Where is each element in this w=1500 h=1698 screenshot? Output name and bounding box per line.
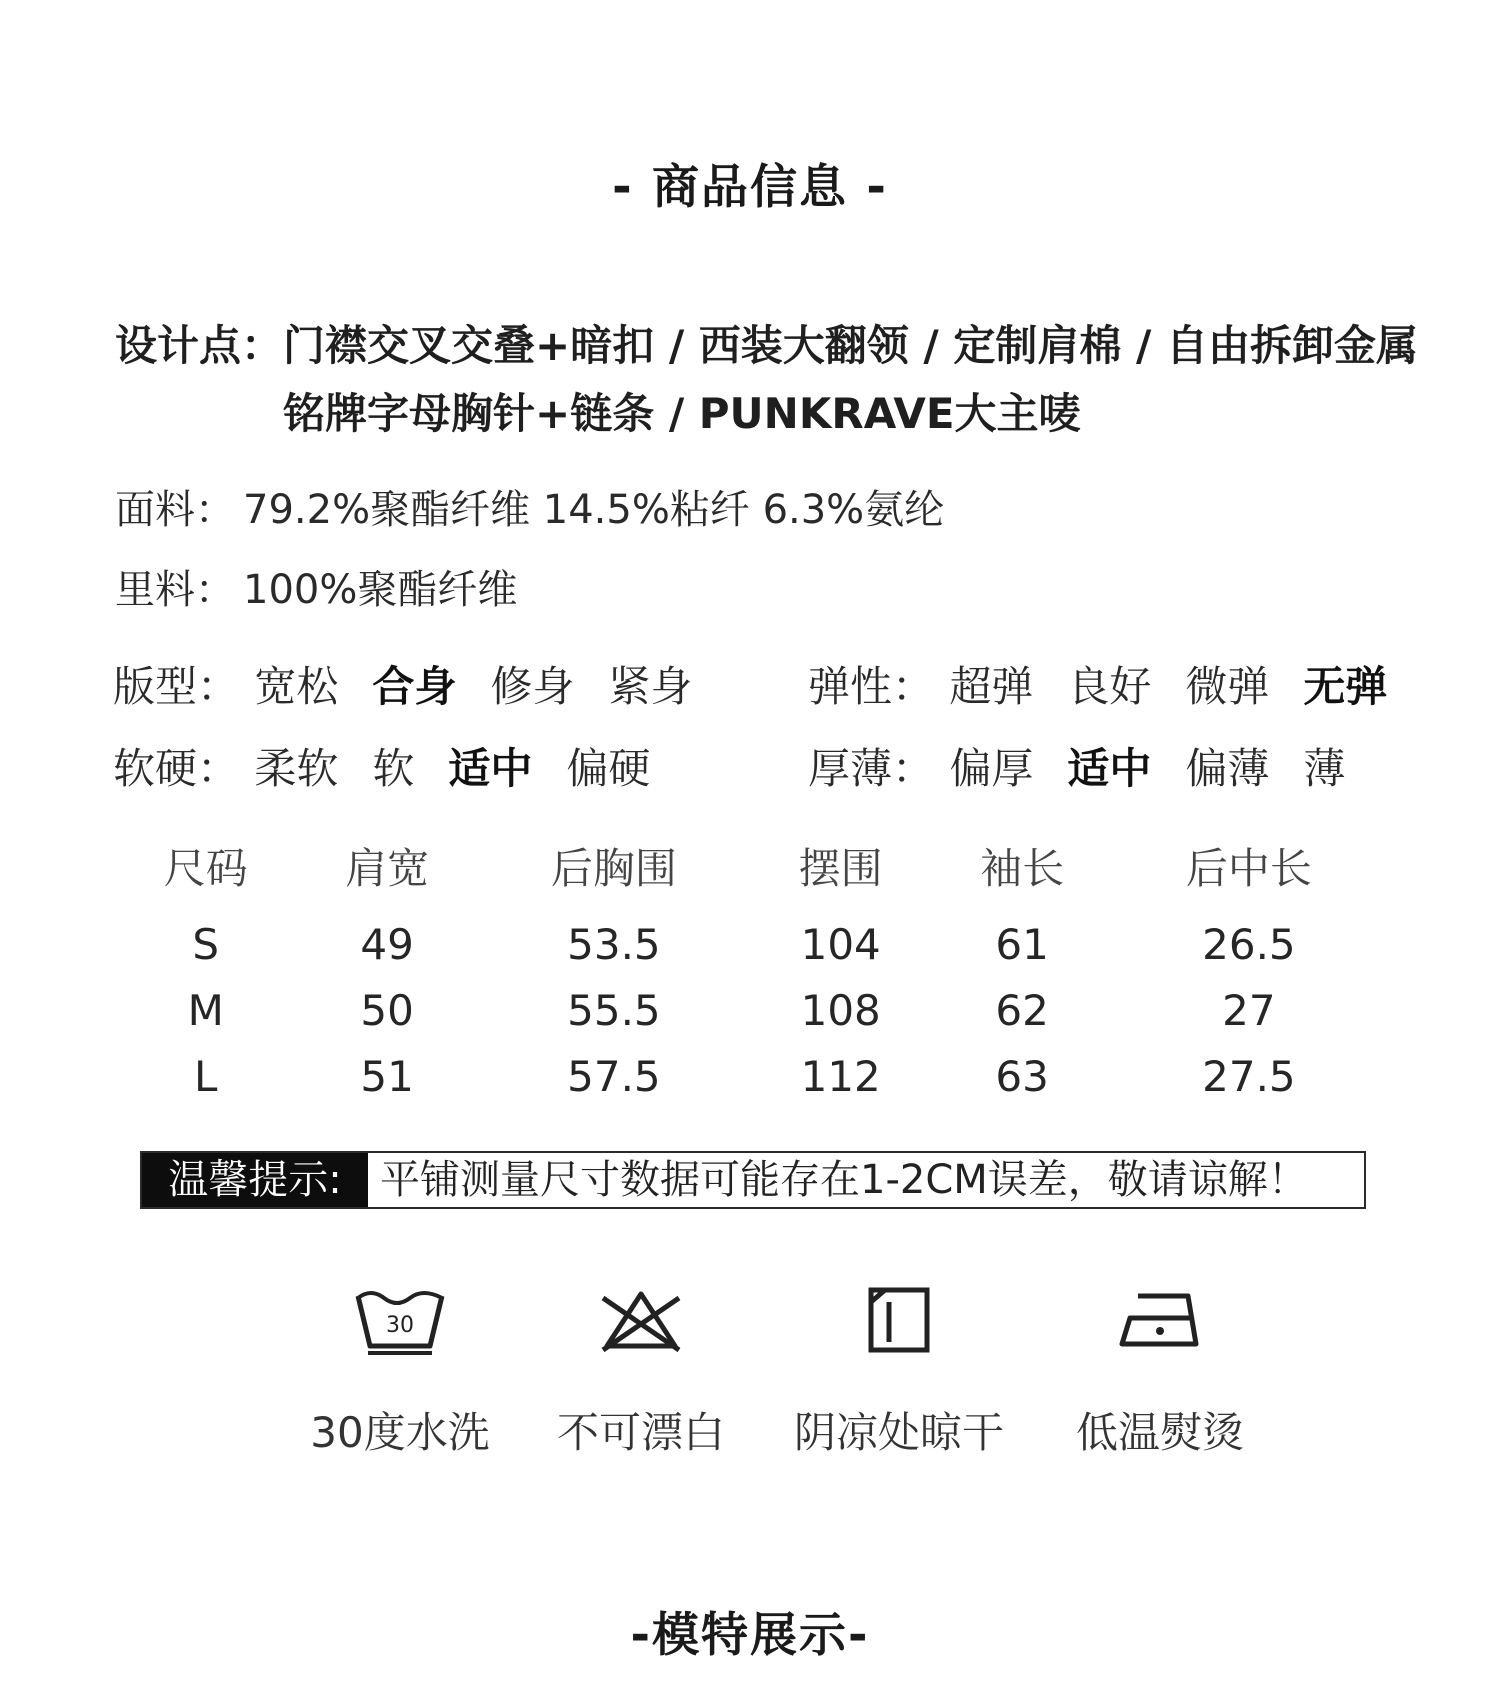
- table-cell: 63: [995, 1051, 1049, 1101]
- thickness-option: 偏薄: [1185, 744, 1270, 793]
- design-label: 设计点：: [115, 321, 284, 370]
- stretch-option: 微弹: [1185, 662, 1270, 711]
- table-row: [115, 1043, 1385, 1109]
- stretch-option: 超弹: [949, 662, 1034, 711]
- warm-tip-label: 温馨提示:: [142, 1153, 368, 1207]
- fabric-value: 79.2%聚酯纤维 14.5%粘纤 6.3%氨纶: [243, 487, 945, 533]
- fabric-row: [115, 478, 944, 535]
- design-points: [115, 312, 1418, 448]
- header-shoulder: 肩宽: [345, 844, 430, 893]
- care-dry-label: 阴凉处晾干: [793, 1408, 1004, 1457]
- header-hem: 摆围: [798, 844, 883, 893]
- table-row: [115, 911, 1385, 977]
- stretch-option-selected: 无弹: [1303, 662, 1388, 711]
- design-line-1: 门襟交叉交叠+暗扣 / 西装大翻领 / 定制肩棉 / 自由拆卸金属: [283, 321, 1418, 370]
- table-cell: 55.5: [567, 985, 661, 1035]
- care-dry: [769, 1280, 1029, 1460]
- shade-dry-icon: [849, 1280, 949, 1360]
- no-bleach-icon: [591, 1280, 691, 1360]
- fit-option: 紧身: [608, 662, 693, 711]
- softness-option: 软: [372, 744, 415, 793]
- warm-tip-text: 平铺测量尺寸数据可能存在1-2CM误差，敬请谅解！: [380, 1157, 1308, 1203]
- header-sleeve: 袖长: [980, 844, 1065, 893]
- svg-text:30: 30: [386, 1313, 414, 1338]
- table-cell: 27: [1222, 985, 1276, 1035]
- table-cell: 108: [800, 985, 881, 1035]
- low-iron-icon: [1110, 1280, 1210, 1360]
- table-cell: 53.5: [567, 919, 661, 969]
- table-cell: L: [194, 1051, 218, 1101]
- softness-attribute: [113, 736, 684, 796]
- table-cell: 112: [800, 1051, 881, 1101]
- care-iron-label: 低温熨烫: [1075, 1408, 1244, 1457]
- table-cell: 26.5: [1202, 919, 1296, 969]
- wash-30-icon: [350, 1280, 450, 1360]
- table-cell: 49: [360, 919, 414, 969]
- table-cell: 62: [995, 985, 1049, 1035]
- thickness-option: 偏厚: [949, 744, 1034, 793]
- lining-value: 100%聚酯纤维: [243, 567, 518, 613]
- table-cell: 57.5: [567, 1051, 661, 1101]
- care-iron: [1030, 1280, 1290, 1460]
- stretch-label: 弹性：: [808, 662, 935, 711]
- table-cell: 27.5: [1202, 1051, 1296, 1101]
- warm-tip-box: [140, 1151, 1366, 1209]
- fit-label: 版型：: [113, 662, 240, 711]
- thickness-label: 厚薄：: [808, 744, 935, 793]
- thickness-option: 薄: [1303, 744, 1346, 793]
- fit-option-selected: 合身: [372, 662, 457, 711]
- lining-row: [115, 558, 517, 615]
- table-cell: 51: [360, 1051, 414, 1101]
- fit-attribute: [113, 654, 726, 714]
- softness-option-selected: 适中: [448, 744, 533, 793]
- softness-option: 柔软: [254, 744, 339, 793]
- softness-option: 偏硬: [566, 744, 651, 793]
- product-info-title: - 商品信息 -: [612, 160, 888, 215]
- size-table: [115, 835, 1385, 1109]
- fabric-label: 面料：: [115, 487, 235, 533]
- design-line-2: 铭牌字母胸针+链条 / PUNKRAVE大主唛: [283, 389, 1081, 438]
- care-wash-label: 30度水洗: [310, 1408, 490, 1457]
- care-bleach-label: 不可漂白: [556, 1408, 725, 1457]
- model-display-title: -模特展示-: [630, 1608, 870, 1663]
- header-length: 后中长: [1185, 844, 1312, 893]
- table-cell: 104: [800, 919, 881, 969]
- header-chest: 后胸围: [550, 844, 677, 893]
- stretch-option: 良好: [1067, 662, 1152, 711]
- thickness-attribute: [808, 736, 1379, 796]
- table-cell: S: [192, 919, 220, 969]
- thickness-option-selected: 适中: [1067, 744, 1152, 793]
- header-size: 尺码: [163, 844, 248, 893]
- table-cell: 50: [360, 985, 414, 1035]
- fit-option: 修身: [490, 662, 575, 711]
- fit-option: 宽松: [254, 662, 339, 711]
- table-cell: 61: [995, 919, 1049, 969]
- care-wash: [270, 1280, 530, 1460]
- stretch-attribute: [808, 654, 1421, 714]
- table-cell: M: [187, 985, 224, 1035]
- lining-label: 里料：: [115, 567, 235, 613]
- care-bleach: [511, 1280, 771, 1460]
- size-table-header: [115, 835, 1385, 911]
- softness-label: 软硬：: [113, 744, 240, 793]
- table-row: [115, 977, 1385, 1043]
